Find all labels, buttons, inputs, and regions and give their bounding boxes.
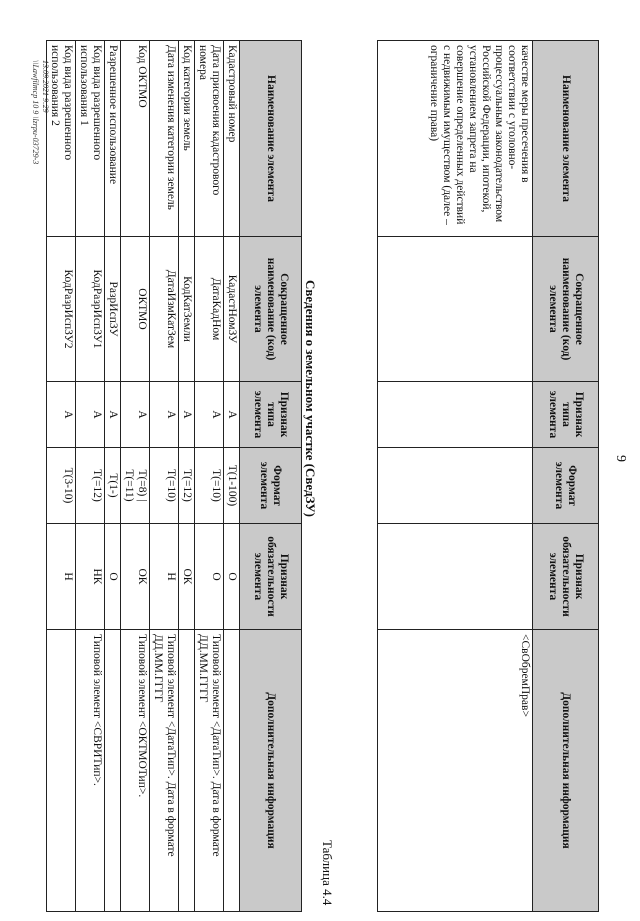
land-plot-table — [46, 40, 302, 912]
print-stamp-date: 13.09.2021 9:29 — [41, 60, 50, 113]
cell: О — [224, 524, 240, 630]
header-cell: Наименование элемента — [533, 41, 599, 237]
cell: Разрешенное использование — [105, 41, 121, 237]
cell: Типовой элемент <ДатаТип>. Дата в формате ДД.ММ.ГГГГ — [195, 630, 224, 912]
cell: <СвОбремПрав> — [378, 630, 533, 912]
cell: КодРазрИспЗУ1 — [76, 237, 105, 382]
cell: Т(=12) — [76, 448, 105, 524]
cell: Н — [47, 524, 76, 630]
cell: КодКатЗемли — [179, 237, 195, 382]
table-continued — [377, 40, 599, 912]
header-cell: Формат элемента — [533, 448, 599, 524]
cell: А — [121, 382, 150, 448]
cell: А — [47, 382, 76, 448]
header-cell: Дополнительная информация — [533, 630, 599, 912]
header-cell: Признак типа элемента — [240, 382, 302, 448]
header-cell: Сокращенное наименование (код) элемента — [240, 237, 302, 382]
page-number: 9 — [613, 455, 628, 462]
cell — [378, 382, 533, 448]
cell — [105, 630, 121, 912]
table-number: Таблица 4.4 — [320, 840, 335, 906]
cell: ОКТМО — [121, 237, 150, 382]
cell: Код ОКТМО — [121, 41, 150, 237]
table-row — [195, 41, 224, 912]
cell: Дата изменения категории земель — [150, 41, 179, 237]
print-stamp-path: \\Lawfilmcp 10 9 \lzrpu-03729-3 — [31, 60, 40, 165]
cell: ДатаИзмКатЗем — [150, 237, 179, 382]
table-row — [121, 41, 150, 912]
header-cell: Признак обязательности элемента — [240, 524, 302, 630]
cell: А — [76, 382, 105, 448]
cell: О — [105, 524, 121, 630]
header-cell: Дополнительная информация — [240, 630, 302, 912]
cell: Типовой элемент <ДатаТип>. Дата в формате ДД.ММ.ГГГГ — [150, 630, 179, 912]
cell: Т(=10) — [195, 448, 224, 524]
cell: Кадастровый номер — [224, 41, 240, 237]
header-cell: Признак типа элемента — [533, 382, 599, 448]
cell — [179, 630, 195, 912]
cell: Код категории земель — [179, 41, 195, 237]
cell: ОК — [121, 524, 150, 630]
header-cell: Сокращенное наименование (код) элемента — [533, 237, 599, 382]
cell — [47, 630, 76, 912]
table-title: Сведения о земельном участке (СведЗУ) — [303, 280, 318, 517]
cell: Типовой элемент <ОКТМОТип>. — [121, 630, 150, 912]
cell: Т(=12) — [179, 448, 195, 524]
cell: Т(1-100) — [224, 448, 240, 524]
cell: РазрИспЗУ — [105, 237, 121, 382]
header-cell: Признак обязательности элемента — [533, 524, 599, 630]
cell: Код вида разрешенного использования 1 — [76, 41, 105, 237]
cell: Т(3-10) — [47, 448, 76, 524]
table-row — [224, 41, 240, 912]
table-row — [179, 41, 195, 912]
cell — [378, 524, 533, 630]
cell: ДатаКадНом — [195, 237, 224, 382]
cell: КадастНомЗУ — [224, 237, 240, 382]
cell: Типовой элемент <СВРИТип>. — [76, 630, 105, 912]
cell: Дата присвоения кадастрового номера — [195, 41, 224, 237]
table-row — [76, 41, 105, 912]
cell: А — [179, 382, 195, 448]
cell: А — [224, 382, 240, 448]
header-cell: Наименование элемента — [240, 41, 302, 237]
cell: НК — [76, 524, 105, 630]
cell: А — [105, 382, 121, 448]
table-row — [150, 41, 179, 912]
cell: Т(=8) | Т(=11) — [121, 448, 150, 524]
cell — [378, 237, 533, 382]
cell: А — [150, 382, 179, 448]
cell: Код вида разрешенного использования 2 — [47, 41, 76, 237]
cell: О — [195, 524, 224, 630]
table-row — [47, 41, 76, 912]
header-cell: Формат элемента — [240, 448, 302, 524]
cell: Н — [150, 524, 179, 630]
cell: КодРазрИспЗУ2 — [47, 237, 76, 382]
table-row — [378, 41, 533, 912]
cell: качестве меры пресечения в соответствии с уголовно-процессуальным законодательством Российской Федерации, ипотекой, установлением запрета на совершение определенных действий с недвижимым имуществом (далее – ограничение права) — [378, 41, 533, 237]
cell — [224, 630, 240, 912]
cell: Т(=10) — [150, 448, 179, 524]
cell — [378, 448, 533, 524]
table-row — [105, 41, 121, 912]
print-stamp — [30, 60, 50, 164]
cell: ОК — [179, 524, 195, 630]
cell: Т(1-) — [105, 448, 121, 524]
cell: А — [195, 382, 224, 448]
